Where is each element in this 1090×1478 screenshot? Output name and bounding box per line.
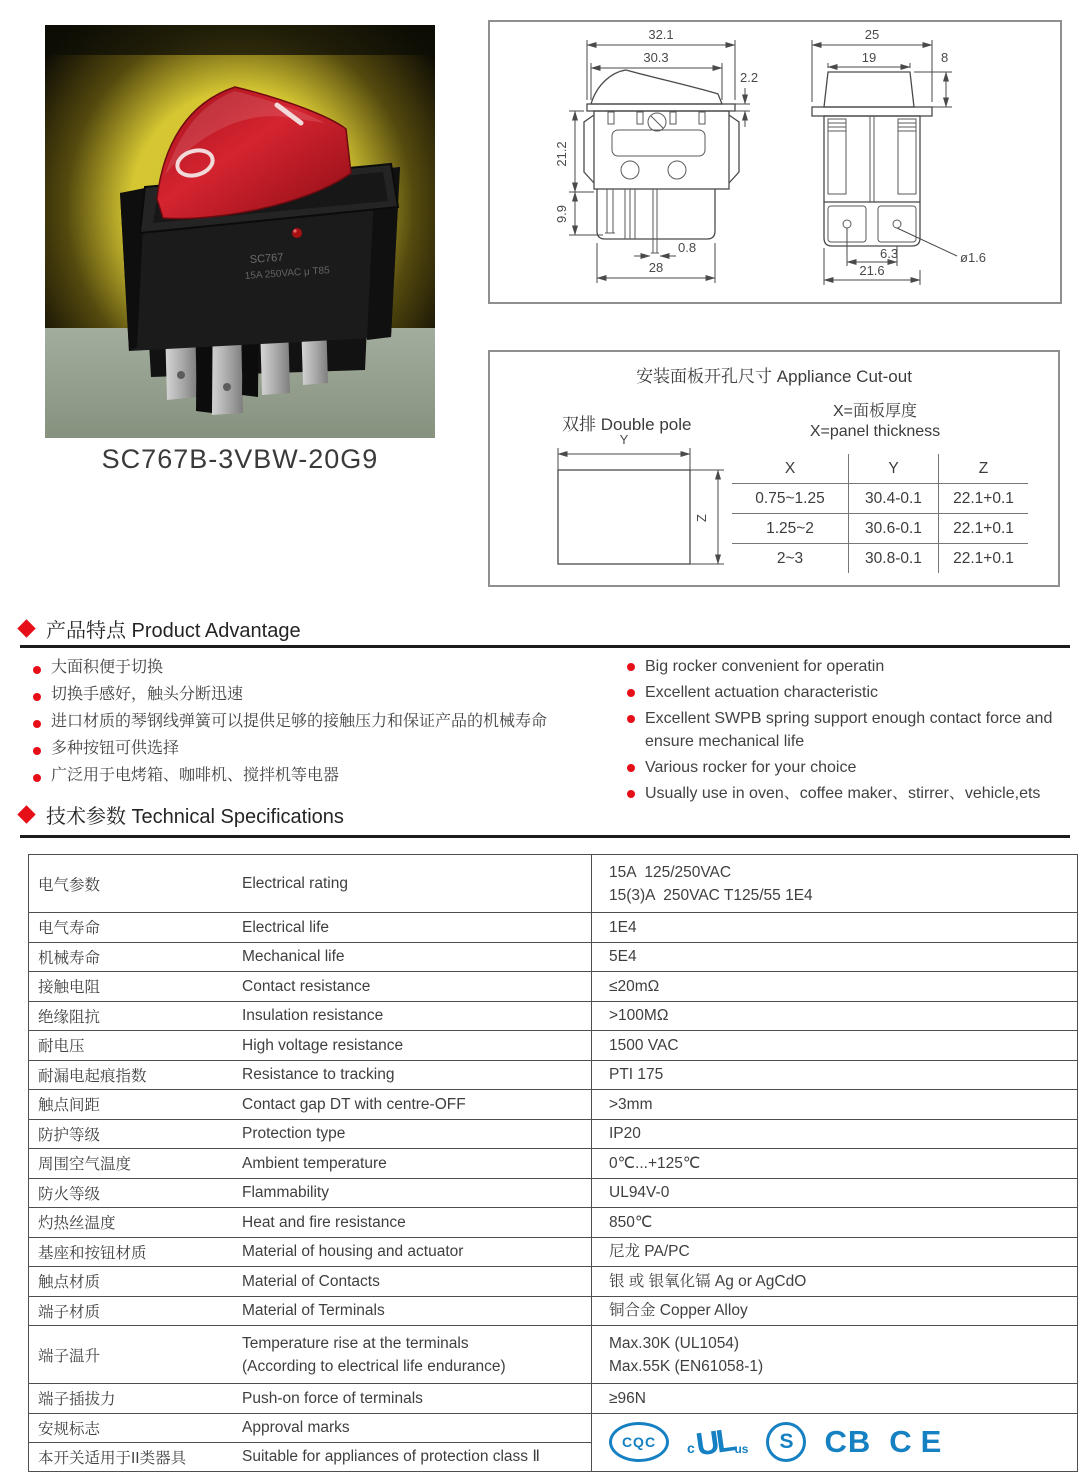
cutout-cell: 0.75~1.25 — [732, 483, 848, 513]
cutout-dim-y: Y — [619, 432, 629, 447]
advantage-text: 广泛用于电烤箱、咖啡机、搅拌机等电器 — [51, 767, 340, 784]
spec-zh: 本开关适用于II类器具 — [38, 1449, 187, 1467]
advantage-text: Big rocker convenient for operatin — [645, 658, 885, 675]
rocker-switch-photo — [45, 25, 435, 438]
spec-value: 铜合金 Copper Alloy — [591, 1297, 1077, 1326]
cutout-note-en: X=panel thickness — [809, 423, 941, 440]
advantage-item — [33, 658, 621, 677]
spec-value: ≤20mΩ — [591, 972, 1077, 1001]
spec-en: Material of housing and actuator — [242, 1243, 464, 1261]
spec-value: 15A 125/250VAC 15(3)A 250VAC T125/55 1E4 — [591, 855, 1077, 912]
approval-row — [29, 1442, 591, 1471]
bullet-icon — [627, 689, 635, 697]
spec-en: Temperature rise at the terminals (According to electrical life endurance) — [242, 1334, 506, 1375]
dimension-drawing — [490, 22, 1056, 298]
spec-zh: 机械寿命 — [38, 949, 101, 967]
spec-en: Ambient temperature — [242, 1154, 387, 1172]
cutout-col-header: Y — [848, 454, 938, 483]
spec-row — [29, 1060, 1077, 1090]
bullet-icon — [33, 666, 41, 674]
approval-logos — [591, 1414, 1077, 1471]
advantage-list-zh — [33, 658, 621, 793]
dim-front-bottom-width: 28 — [648, 260, 664, 275]
advantage-item — [627, 681, 1079, 704]
cutout-cell: 30.4-0.1 — [848, 483, 938, 513]
spec-value: PTI 175 — [591, 1061, 1077, 1090]
specs-section-title: 技术参数 Technical Specifications — [46, 806, 344, 828]
section-divider — [20, 645, 1070, 648]
section-divider — [20, 835, 1070, 838]
dim-side-outer-width: 25 — [864, 27, 880, 42]
spec-en: Suitable for appliances of protection class Ⅱ — [242, 1448, 540, 1466]
body-marking-line2: 15A 250VAC μ T85 — [244, 265, 331, 282]
spec-value: 1E4 — [591, 913, 1077, 942]
spec-zh: 触点间距 — [38, 1097, 101, 1115]
spec-zh: 端子材质 — [38, 1303, 101, 1321]
cutout-cell: 1.25~2 — [732, 513, 848, 543]
spec-row — [29, 1383, 1077, 1413]
spec-zh: 耐漏电起痕指数 — [38, 1067, 147, 1085]
spec-en: Heat and fire resistance — [242, 1213, 406, 1231]
bullet-icon — [33, 720, 41, 728]
spec-row — [29, 1119, 1077, 1149]
spec-zh: 周围空气温度 — [38, 1156, 132, 1174]
spec-value: Max.30K (UL1054) Max.55K (EN61058-1) — [591, 1326, 1077, 1383]
spec-value: ≥96N — [591, 1384, 1077, 1413]
product-photo — [45, 25, 435, 438]
cutout-cell: 2~3 — [732, 543, 848, 573]
ul-logo-icon: c UL us — [687, 1421, 749, 1463]
approval-left — [29, 1414, 591, 1471]
spec-zh: 基座和按钮材质 — [38, 1244, 147, 1262]
spec-value: >3mm — [591, 1090, 1077, 1119]
cb-mark-icon: CB — [824, 1424, 872, 1459]
bullet-icon — [33, 747, 41, 755]
spec-value: 850℃ — [591, 1208, 1077, 1237]
spec-value: 0℃...+125℃ — [591, 1149, 1077, 1178]
spec-zh: 绝缘阻抗 — [38, 1008, 101, 1026]
cutout-diagram — [548, 432, 738, 577]
cutout-cell: 22.1+0.1 — [938, 543, 1028, 573]
spec-value: 银 或 银氧化镉 Ag or AgCdO — [591, 1267, 1077, 1296]
cutout-table — [732, 454, 1028, 573]
bullet-icon — [627, 764, 635, 772]
cutout-pole-label: 双排 Double pole — [562, 415, 692, 434]
spec-row — [29, 1148, 1077, 1178]
advantage-text: 大面积便于切换 — [51, 659, 164, 676]
product-model-caption: SC767B-3VBW-20G9 — [101, 444, 379, 474]
dim-front-terminal-width: 0.8 — [678, 240, 697, 255]
spec-row — [29, 912, 1077, 942]
advantage-item — [33, 685, 621, 704]
advantage-text: 多种按钮可供选择 — [51, 740, 180, 757]
spec-row — [29, 855, 1077, 912]
spec-en: Electrical life — [242, 918, 329, 936]
spec-table — [28, 854, 1078, 1472]
specs-section-header — [20, 800, 344, 829]
spec-row — [29, 942, 1077, 972]
spec-row — [29, 971, 1077, 1001]
bullet-icon — [627, 715, 635, 723]
advantage-list-en — [627, 655, 1079, 808]
advantage-item — [627, 782, 1079, 805]
spec-zh: 端子温升 — [38, 1347, 101, 1365]
spec-en: Push-on force of terminals — [242, 1389, 423, 1407]
approval-block — [29, 1413, 1077, 1471]
diamond-icon — [17, 619, 35, 637]
dim-front-outer-width: 32.1 — [648, 27, 674, 42]
advantage-item — [627, 756, 1079, 779]
spec-en: Material of Terminals — [242, 1302, 385, 1320]
advantage-item — [33, 712, 621, 731]
spec-en: Flammability — [242, 1184, 329, 1202]
dim-side-rocker-width: 19 — [861, 50, 877, 65]
dim-front-terminal-length: 9.9 — [554, 204, 569, 224]
cutout-col-header: Z — [938, 454, 1028, 483]
spec-row — [29, 1207, 1077, 1237]
cutout-cell: 22.1+0.1 — [938, 483, 1028, 513]
spec-row — [29, 1178, 1077, 1208]
s-mark-icon: S — [766, 1422, 806, 1462]
cutout-cell: 30.8-0.1 — [848, 543, 938, 573]
advantage-text: Usually use in oven、coffee maker、stirrer、vehicle,ets — [645, 785, 1041, 802]
spec-value: 5E4 — [591, 943, 1077, 972]
advantage-text: 进口材质的琴钢线弹簧可以提供足够的接触压力和保证产品的机械寿命 — [51, 713, 548, 730]
spec-zh: 耐电压 — [38, 1038, 85, 1056]
spec-en: Approval marks — [242, 1418, 350, 1436]
spec-value: 1500 VAC — [591, 1031, 1077, 1060]
cutout-note-zh: X=面板厚度 — [832, 403, 918, 420]
advantage-text: Various rocker for your choice — [645, 759, 857, 776]
bullet-icon — [33, 774, 41, 782]
dim-side-bottom-width: 21.6 — [859, 263, 885, 278]
spec-zh: 端子插拔力 — [38, 1391, 116, 1409]
cutout-box — [488, 350, 1060, 587]
advantage-item — [627, 707, 1079, 753]
dim-side-hole-diameter: ø1.6 — [960, 250, 987, 265]
cqc-logo-icon: CQC — [609, 1422, 669, 1462]
spec-zh: 防护等级 — [38, 1126, 101, 1144]
dim-side-pitch: 6.3 — [880, 246, 899, 261]
spec-zh: 防火等级 — [38, 1185, 101, 1203]
bullet-icon — [627, 663, 635, 671]
spec-row — [29, 1296, 1077, 1326]
cutout-dim-z: Z — [694, 514, 709, 522]
dim-front-body-height: 21.2 — [554, 141, 569, 167]
spec-en: High voltage resistance — [242, 1036, 404, 1054]
spec-zh: 接触电阻 — [38, 979, 101, 997]
spec-zh: 电气参数 — [38, 876, 101, 894]
spec-en: Mechanical life — [242, 948, 345, 966]
advantage-section-header — [20, 614, 301, 643]
dimension-drawing-box — [488, 20, 1062, 304]
advantage-item — [33, 766, 621, 785]
spec-en: Electrical rating — [242, 875, 348, 892]
advantage-text: 切换手感好，触头分断迅速 — [51, 686, 244, 703]
spec-en: Resistance to tracking — [242, 1066, 395, 1084]
cutout-title: 安装面板开孔尺寸 Appliance Cut-out — [636, 367, 912, 386]
advantage-section-title: 产品特点 Product Advantage — [46, 620, 301, 642]
advantage-item — [627, 655, 1079, 678]
cutout-col-header: X — [784, 459, 796, 477]
bullet-icon — [627, 790, 635, 798]
advantage-text: Excellent SWPB spring support enough contact force and ensure mechanical life — [645, 710, 1053, 750]
ce-mark-icon: CE — [889, 1424, 951, 1459]
spec-en: Contact gap DT with centre-OFF — [242, 1095, 466, 1113]
dim-front-rocker-width: 30.3 — [643, 50, 669, 65]
cutout-cell: 22.1+0.1 — [938, 513, 1028, 543]
spec-zh: 触点材质 — [38, 1274, 101, 1292]
body-marking-line1: SC767 — [249, 251, 284, 266]
spec-row — [29, 1001, 1077, 1031]
dim-front-flange-height: 2.2 — [740, 70, 759, 85]
spec-value: IP20 — [591, 1120, 1077, 1149]
approval-row — [29, 1414, 591, 1443]
diamond-icon — [17, 805, 35, 823]
spec-row — [29, 1266, 1077, 1296]
spec-value: 尼龙 PA/PC — [591, 1238, 1077, 1267]
spec-en: Protection type — [242, 1125, 346, 1143]
bullet-icon — [33, 693, 41, 701]
spec-zh: 电气寿命 — [38, 920, 101, 938]
cutout-cell: 30.6-0.1 — [848, 513, 938, 543]
spec-zh: 灼热丝温度 — [38, 1215, 116, 1233]
dim-side-rocker-height: 8 — [941, 50, 949, 65]
spec-row — [29, 1089, 1077, 1119]
spec-en: Insulation resistance — [242, 1007, 384, 1025]
spec-en: Contact resistance — [242, 977, 371, 995]
spec-row — [29, 1030, 1077, 1060]
spec-row — [29, 1325, 1077, 1383]
advantage-item — [33, 739, 621, 758]
spec-value: UL94V-0 — [591, 1179, 1077, 1208]
advantage-text: Excellent actuation characteristic — [645, 684, 878, 701]
spec-en: Material of Contacts — [242, 1272, 380, 1290]
spec-row — [29, 1237, 1077, 1267]
spec-value: >100MΩ — [591, 1002, 1077, 1031]
spec-zh: 安规标志 — [38, 1420, 101, 1438]
